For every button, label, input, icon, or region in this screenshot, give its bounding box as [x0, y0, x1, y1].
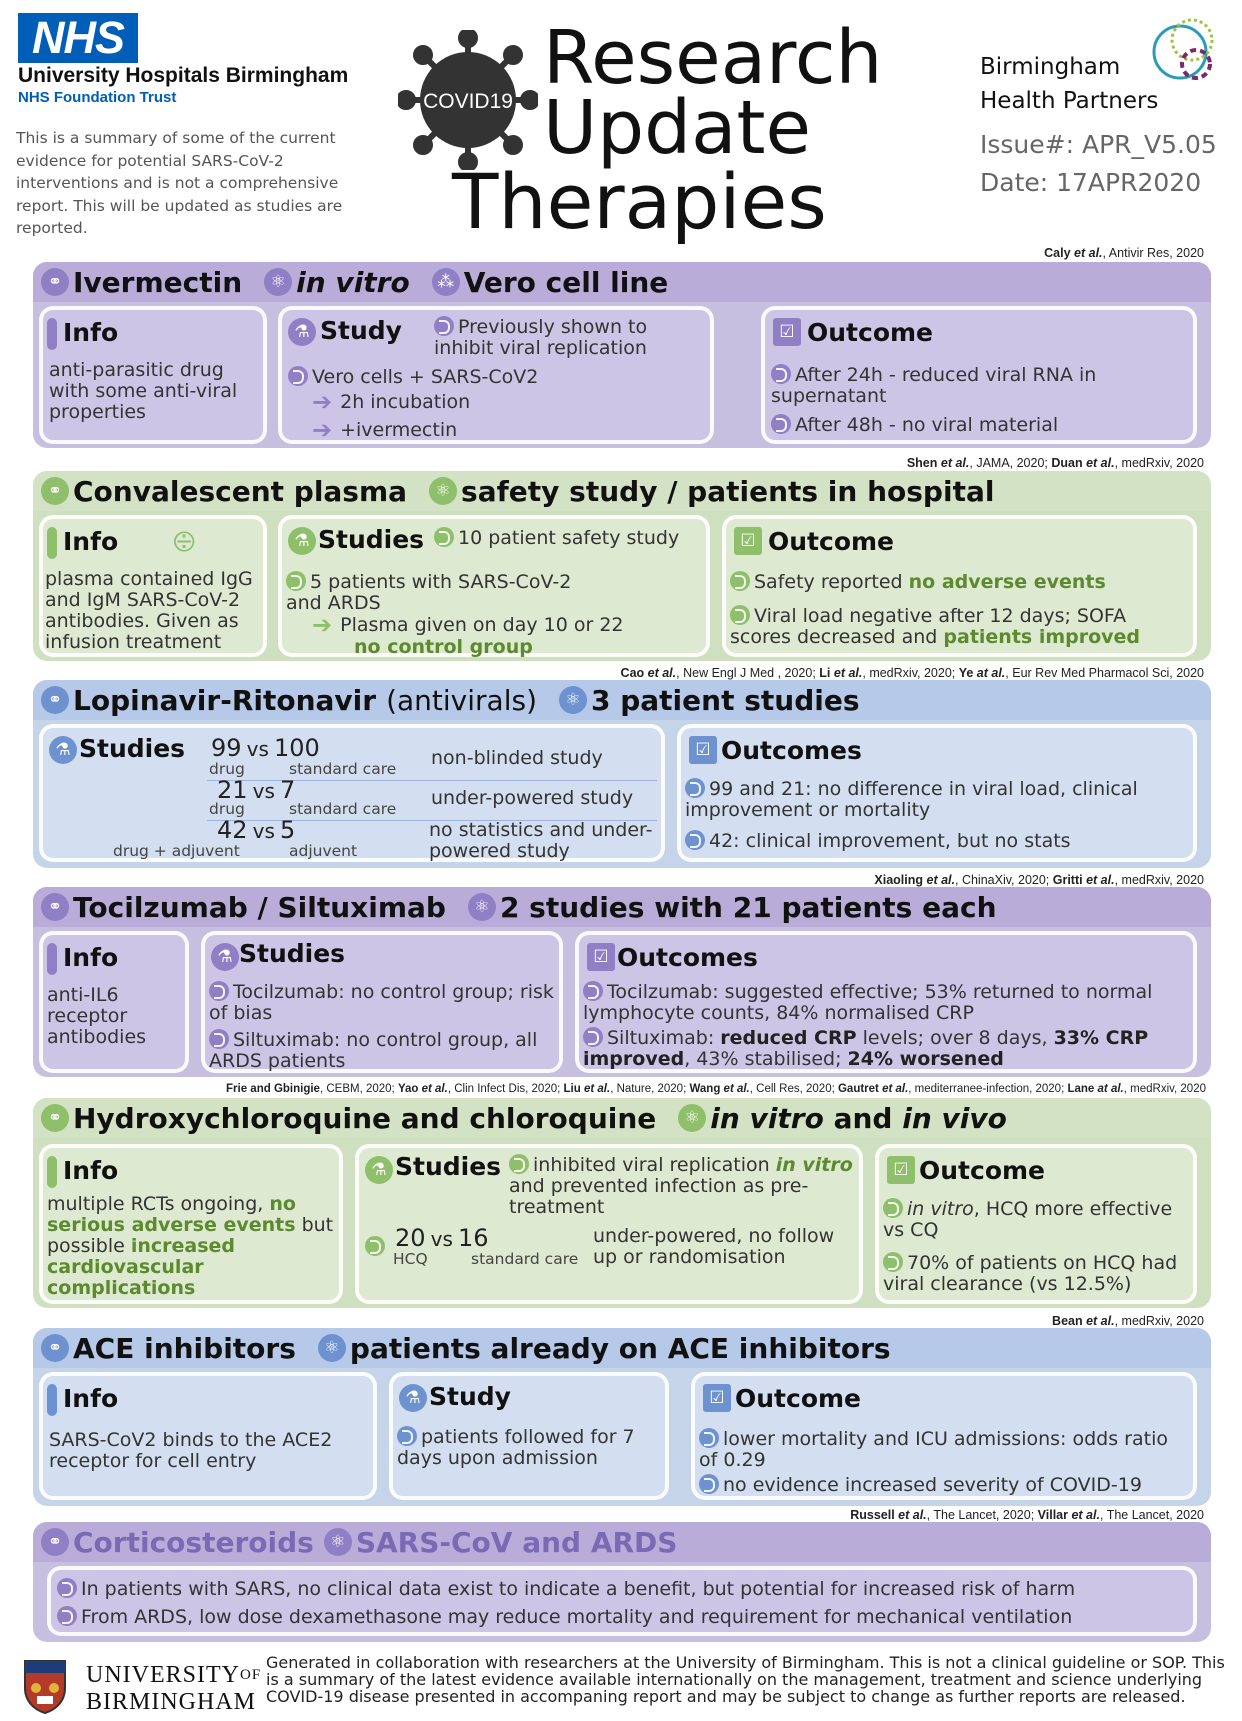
checklist-icon: ☑ [587, 943, 615, 971]
partners-logo-icon [1144, 12, 1222, 90]
bullet-icon [883, 1198, 903, 1218]
study-type-icon: ⚛ [678, 1104, 706, 1132]
bullet-icon [583, 981, 603, 1001]
study-type: 2 studies with 21 patients each [499, 890, 997, 924]
citation-plasma: Shen et al., JAMA, 2020; Duan et al., medRxiv, 2020 [906, 456, 1204, 470]
info-text: anti-IL6 receptor antibodies [47, 984, 147, 1048]
bullet-icon [57, 1606, 77, 1626]
arm-a-count: 42 [217, 816, 248, 844]
outcome-2e: , 43% stabilised; [684, 1048, 848, 1070]
study-panel [278, 306, 714, 444]
page-header [0, 0, 1242, 250]
checklist-icon: ☑ [773, 318, 801, 346]
study-note: under-powered study [431, 787, 634, 809]
arrow-right-icon: ➔ [312, 416, 333, 444]
info-icon [47, 527, 57, 559]
citation-tocilizumab: Xiaoling et al., ChinaXiv, 2020; Gritti et al., medRxiv, 2020 [874, 873, 1204, 887]
study-type: safety study / patients in hospital [461, 474, 995, 508]
bullet-icon [685, 778, 705, 798]
study-1: Tocilzumab: no control group; risk of bias [209, 981, 554, 1024]
section-hydroxychloroquine [33, 1098, 1211, 1308]
checklist-icon: ☑ [689, 736, 717, 764]
university-of: OF [240, 1667, 262, 1683]
outcome-2a: Siltuximab: [607, 1027, 721, 1049]
info-text: multiple RCTs ongoing, no serious adverse events but possible increased cardiovascular complications [47, 1193, 334, 1299]
outcome-heading: Outcome [735, 1384, 862, 1413]
study-type-icon: ⚛ [559, 686, 587, 714]
info-panel [39, 931, 189, 1073]
arm-b-label: standard care [289, 760, 397, 778]
checklist-icon: ☑ [734, 527, 762, 555]
arm-a-count: 99 [211, 734, 242, 762]
study-type: 3 patient studies [591, 683, 860, 717]
section-convalescent-plasma [33, 471, 1211, 661]
section-bar [33, 680, 1211, 720]
study-heading: Studies [318, 525, 425, 554]
citation-hcq: Frie and Gbinigie, CEBM, 2020; Yao et al., Clin Infect Dis, 2020; Liu et al., Nature, 2020; Wang et al., Cell Res, 2020; Gautret et al., mediterranee-infection, 2020; Lane at al., medRxiv, 2020 [226, 1083, 1206, 1095]
outcome-2: After 48h - no viral material [795, 414, 1059, 436]
bullet-icon [583, 1027, 603, 1047]
arm-a-count: 20 [395, 1224, 426, 1252]
nhs-logo: NHS [18, 13, 138, 63]
outcome-1: lower mortality and ICU admissions: odds ratio of 0.29 [699, 1428, 1168, 1471]
outcome-2c: levels; over 8 days, [856, 1027, 1054, 1049]
flask-icon: ⚗ [211, 943, 239, 971]
study-step-3: no control group [354, 636, 533, 658]
arm-a-label: drug + adjuvent [113, 842, 240, 860]
study-type: in vitro [296, 265, 410, 299]
drug-icon: ⚭ [41, 1334, 69, 1362]
drug-name: ACE inhibitors [73, 1331, 296, 1365]
outcome-2f: 24% worsened [847, 1048, 1004, 1070]
outcome-1a: Safety reported [754, 571, 909, 593]
outcome-heading: Outcomes [617, 943, 758, 972]
section-lopinavir-ritonavir [33, 680, 1211, 868]
summary-panel [47, 1566, 1197, 1636]
info-heading: Info [63, 1384, 119, 1413]
study-type-b: and [823, 1101, 903, 1135]
university-crest-icon [22, 1658, 68, 1714]
comparison-row [217, 816, 295, 844]
info-panel [39, 1144, 343, 1304]
drug-icon: ⚭ [41, 1104, 69, 1132]
study-note: non-blinded study [431, 747, 603, 769]
study-note-c: and prevented infection as pre-treatment [509, 1175, 809, 1218]
study-type: SARS-CoV and ARDS [355, 1525, 678, 1559]
vs-label: vs [430, 1227, 453, 1251]
info-icon [47, 318, 57, 350]
section-bar [33, 1098, 1211, 1138]
flask-icon: ⚗ [365, 1156, 393, 1184]
vs-label: vs [252, 779, 275, 803]
university-name [86, 1662, 261, 1716]
cell-icon: ⁂ [432, 268, 460, 296]
arrow-right-icon: ➔ [312, 611, 333, 639]
citation-ivermectin: Caly et al., Antivir Res, 2020 [1044, 246, 1204, 260]
outcome-2a: Viral load negative after 12 days; SOFA scores decreased and [730, 605, 1127, 648]
study-heading: Studies [395, 1152, 502, 1181]
info-text: plasma contained IgG and IgM SARS-CoV-2 antibodies. Given as infusion treatment [45, 568, 253, 653]
info-panel [39, 515, 267, 657]
study-type: patients already on ACE inhibitors [349, 1331, 891, 1365]
study-type-a: in vitro [710, 1101, 824, 1135]
vs-label: vs [246, 737, 269, 761]
study-note: under-powered, no follow up or randomisation [593, 1225, 835, 1268]
flask-icon: ⚗ [288, 527, 316, 555]
outcome-1a: in vitro [907, 1198, 974, 1220]
outcome-panel [691, 1372, 1197, 1500]
outcome-panel [875, 1144, 1197, 1304]
drug-icon: ⚭ [41, 268, 69, 296]
drug-name: Hydroxychloroquine and chloroquine [73, 1101, 657, 1135]
checklist-icon: ☑ [703, 1384, 731, 1412]
partner-line-1: Birmingham [980, 54, 1121, 80]
summary-line-1: In patients with SARS, no clinical data exist to indicate a benefit, but potential for increased risk of harm [81, 1578, 1076, 1600]
bullet-icon [57, 1578, 77, 1598]
study-type-icon: ⚛ [324, 1528, 352, 1556]
section-bar [33, 887, 1211, 927]
section-corticosteroids [33, 1522, 1211, 1642]
disclaimer-text: This is a summary of some of the current evidence for potential SARS-CoV-2 interventions and is not a comprehensive report. This will be updated as studies are reported. [16, 129, 343, 237]
outcome-1: Tocilzumab: suggested effective; 53% returned to normal lymphocyte counts, 84% normalised CRP [583, 981, 1153, 1024]
antibody-icon: ⨸ [173, 525, 196, 558]
study-panel [389, 1372, 669, 1500]
flask-icon: ⚗ [288, 318, 316, 346]
outcome-2: no evidence increased severity of COVID-19 [723, 1474, 1142, 1496]
study-panel [201, 931, 563, 1073]
bullet-icon [883, 1252, 903, 1272]
study-heading: Study [429, 1382, 511, 1411]
outcome-1b: , HCQ more effective vs CQ [883, 1198, 1173, 1241]
title-research: Research [543, 15, 883, 101]
arm-b-count: 100 [274, 734, 320, 762]
citation-ace: Bean et al., medRxiv, 2020 [1052, 1314, 1204, 1328]
study-step-1: 5 patients with SARS-CoV-2 and ARDS [286, 571, 572, 614]
issue-date: Date: 17APR2020 [980, 168, 1202, 197]
flask-icon: ⚗ [399, 1384, 427, 1412]
study-step-3: +ivermectin [340, 419, 458, 441]
study-heading: Studies [79, 734, 186, 763]
section-bar [33, 262, 1211, 302]
issue-number: Issue#: APR_V5.05 [980, 130, 1217, 159]
drug-name: Convalescent plasma [73, 474, 408, 508]
outcome-heading: Outcome [919, 1156, 1046, 1185]
bullet-icon [434, 527, 454, 547]
drug-name: Ivermectin [73, 265, 243, 299]
issue-info [980, 126, 1217, 202]
study-step-1: Vero cells + SARS-CoV2 [312, 366, 539, 388]
arm-b-count: 7 [280, 776, 296, 804]
section-tocilizumab-siltuximab [33, 887, 1211, 1077]
bullet-icon [288, 366, 308, 386]
covid-virus-icon [398, 30, 538, 170]
page-footer [0, 1650, 1242, 1721]
university-line-1: UNIVERSITY [86, 1662, 240, 1688]
title-therapies: Therapies [452, 157, 827, 246]
study-type-icon: ⚛ [429, 477, 457, 505]
outcome-2: 70% of patients on HCQ had viral clearance (vs 12.5%) [883, 1252, 1178, 1295]
bullet-icon [699, 1474, 719, 1494]
bullet-icon [365, 1236, 385, 1256]
study-step-2: 2h incubation [340, 391, 471, 413]
bullet-icon [209, 981, 229, 1001]
partner-line-2: Health Partners [980, 88, 1159, 114]
citation-steroids: Russell et al., The Lancet, 2020; Villar et al., The Lancet, 2020 [850, 1508, 1204, 1522]
study-note: no statistics and under-powered study [429, 819, 653, 862]
study-note-a: inhibited viral replication [533, 1154, 776, 1176]
study-type-icon: ⚛ [468, 893, 496, 921]
study-step-2: Plasma given on day 10 or 22 [340, 614, 624, 636]
outcome-panel [722, 515, 1197, 657]
drug-icon: ⚭ [41, 893, 69, 921]
arm-b-count: 16 [458, 1224, 489, 1252]
outcome-panel [575, 931, 1197, 1073]
study-heading: Studies [239, 939, 346, 968]
drug-icon: ⚭ [41, 1528, 69, 1556]
info-text: SARS-CoV2 binds to the ACE2 receptor for cell entry [49, 1429, 333, 1472]
drug-name: Lopinavir-Ritonavir [73, 683, 377, 717]
summary-line-2: From ARDS, low dose dexamethasone may reduce mortality and requirement for mechanical ventilation [81, 1606, 1073, 1628]
bullet-icon [397, 1426, 417, 1446]
study-model: Vero cell line [463, 265, 669, 299]
title-update: Update [543, 85, 811, 171]
citation-lopinavir: Cao et al., New Engl J Med , 2020; Li et al., medRxiv, 2020; Ye at al., Eur Rev Med Pharmacol Sci, 2020 [620, 666, 1204, 680]
study-panel [355, 1144, 863, 1304]
bullet-icon [209, 1029, 229, 1049]
info-icon [47, 1156, 57, 1188]
outcome-2d: 33% CRP improved [583, 1027, 1149, 1070]
info-icon [47, 1384, 57, 1416]
section-ace-inhibitors [33, 1328, 1211, 1506]
arm-b-label: standard care [471, 1250, 579, 1268]
outcome-1b: no adverse events [908, 571, 1106, 593]
arm-b-label: standard care [289, 800, 397, 818]
outcome-2b: patients improved [943, 626, 1141, 648]
study-panel [39, 724, 665, 862]
drug-class: (antivirals) [386, 683, 537, 717]
checklist-icon: ☑ [887, 1156, 915, 1184]
drug-name: Tocilzumab / Siltuximab [73, 890, 446, 924]
partner-name [980, 50, 1158, 118]
organisation-name: University Hospitals Birmingham [18, 64, 349, 87]
outcome-panel [677, 724, 1197, 862]
outcome-heading: Outcomes [721, 736, 862, 765]
study-2: Siltuximab: no control group, all ARDS patients [209, 1029, 538, 1072]
outcome-heading: Outcome [768, 527, 895, 556]
flask-icon: ⚗ [49, 736, 77, 764]
arm-a-label: drug [209, 800, 245, 818]
bullet-icon [771, 364, 791, 384]
outcome-2: 42: clinical improvement, but no stats [709, 830, 1071, 852]
drug-icon: ⚭ [41, 686, 69, 714]
drug-icon: ⚭ [41, 477, 69, 505]
outcome-2b: reduced CRP [720, 1027, 857, 1049]
study-type-icon: ⚛ [318, 1334, 346, 1362]
study-type-icon: ⚛ [264, 268, 292, 296]
info-text: anti-parasitic drug with some anti-viral properties [49, 359, 238, 423]
trust-name: NHS Foundation Trust [18, 89, 177, 106]
info-heading: Info [63, 318, 119, 347]
section-bar [33, 1522, 1211, 1562]
study-heading: Study [320, 316, 402, 345]
bullet-icon [685, 830, 705, 850]
info-heading: Info [63, 527, 119, 556]
section-bar [33, 471, 1211, 511]
study-note: 10 patient safety study [458, 527, 680, 549]
vs-label: vs [252, 819, 275, 843]
study-text: patients followed for 7 days upon admission [397, 1426, 635, 1469]
section-bar [33, 1328, 1211, 1368]
arm-a-label: drug [209, 760, 245, 778]
info-panel [39, 306, 267, 444]
info-panel [39, 1372, 377, 1500]
bullet-icon [286, 571, 306, 591]
study-note-b: in vitro [775, 1154, 853, 1176]
comparison-row [211, 734, 320, 762]
section-ivermectin [33, 262, 1211, 448]
university-line-2: BIRMINGHAM [86, 1689, 257, 1715]
arm-b-label: adjuvent [289, 842, 358, 860]
arm-a-label: HCQ [393, 1250, 428, 1268]
virus-label: COVID19 [423, 90, 513, 113]
bullet-icon [699, 1428, 719, 1448]
outcome-heading: Outcome [807, 318, 934, 347]
bullet-icon [771, 414, 791, 434]
drug-name: Corticosteroids [73, 1525, 314, 1559]
comparison-row [395, 1224, 489, 1252]
info-heading: Info [63, 1156, 119, 1185]
info-heading: Info [63, 943, 119, 972]
info-icon [47, 943, 57, 975]
arrow-right-icon: ➔ [312, 388, 333, 416]
study-type-c: in vivo [902, 1101, 1007, 1135]
bullet-icon [434, 316, 454, 336]
arm-b-count: 5 [280, 816, 296, 844]
study-note: Previously shown to inhibit viral replication [434, 316, 648, 359]
bullet-icon [730, 605, 750, 625]
arm-a-count: 21 [217, 776, 248, 804]
footer-disclaimer: Generated in collaboration with researchers at the University of Birmingham. This is not a clinical guideline or SOP. This is a summary of the latest evidence available internationally on the management, treatment and science underlying COVID-19 disease presented in accompaning report and may be subject to change as further reports are released. [266, 1653, 1225, 1706]
bullet-icon [730, 571, 750, 591]
outcome-1: After 24h - reduced viral RNA in supernatant [771, 364, 1097, 407]
study-panel [278, 515, 710, 657]
bullet-icon [509, 1154, 529, 1174]
outcome-1: 99 and 21: no difference in viral load, clinical improvement or mortality [685, 778, 1138, 821]
outcome-panel [761, 306, 1197, 444]
